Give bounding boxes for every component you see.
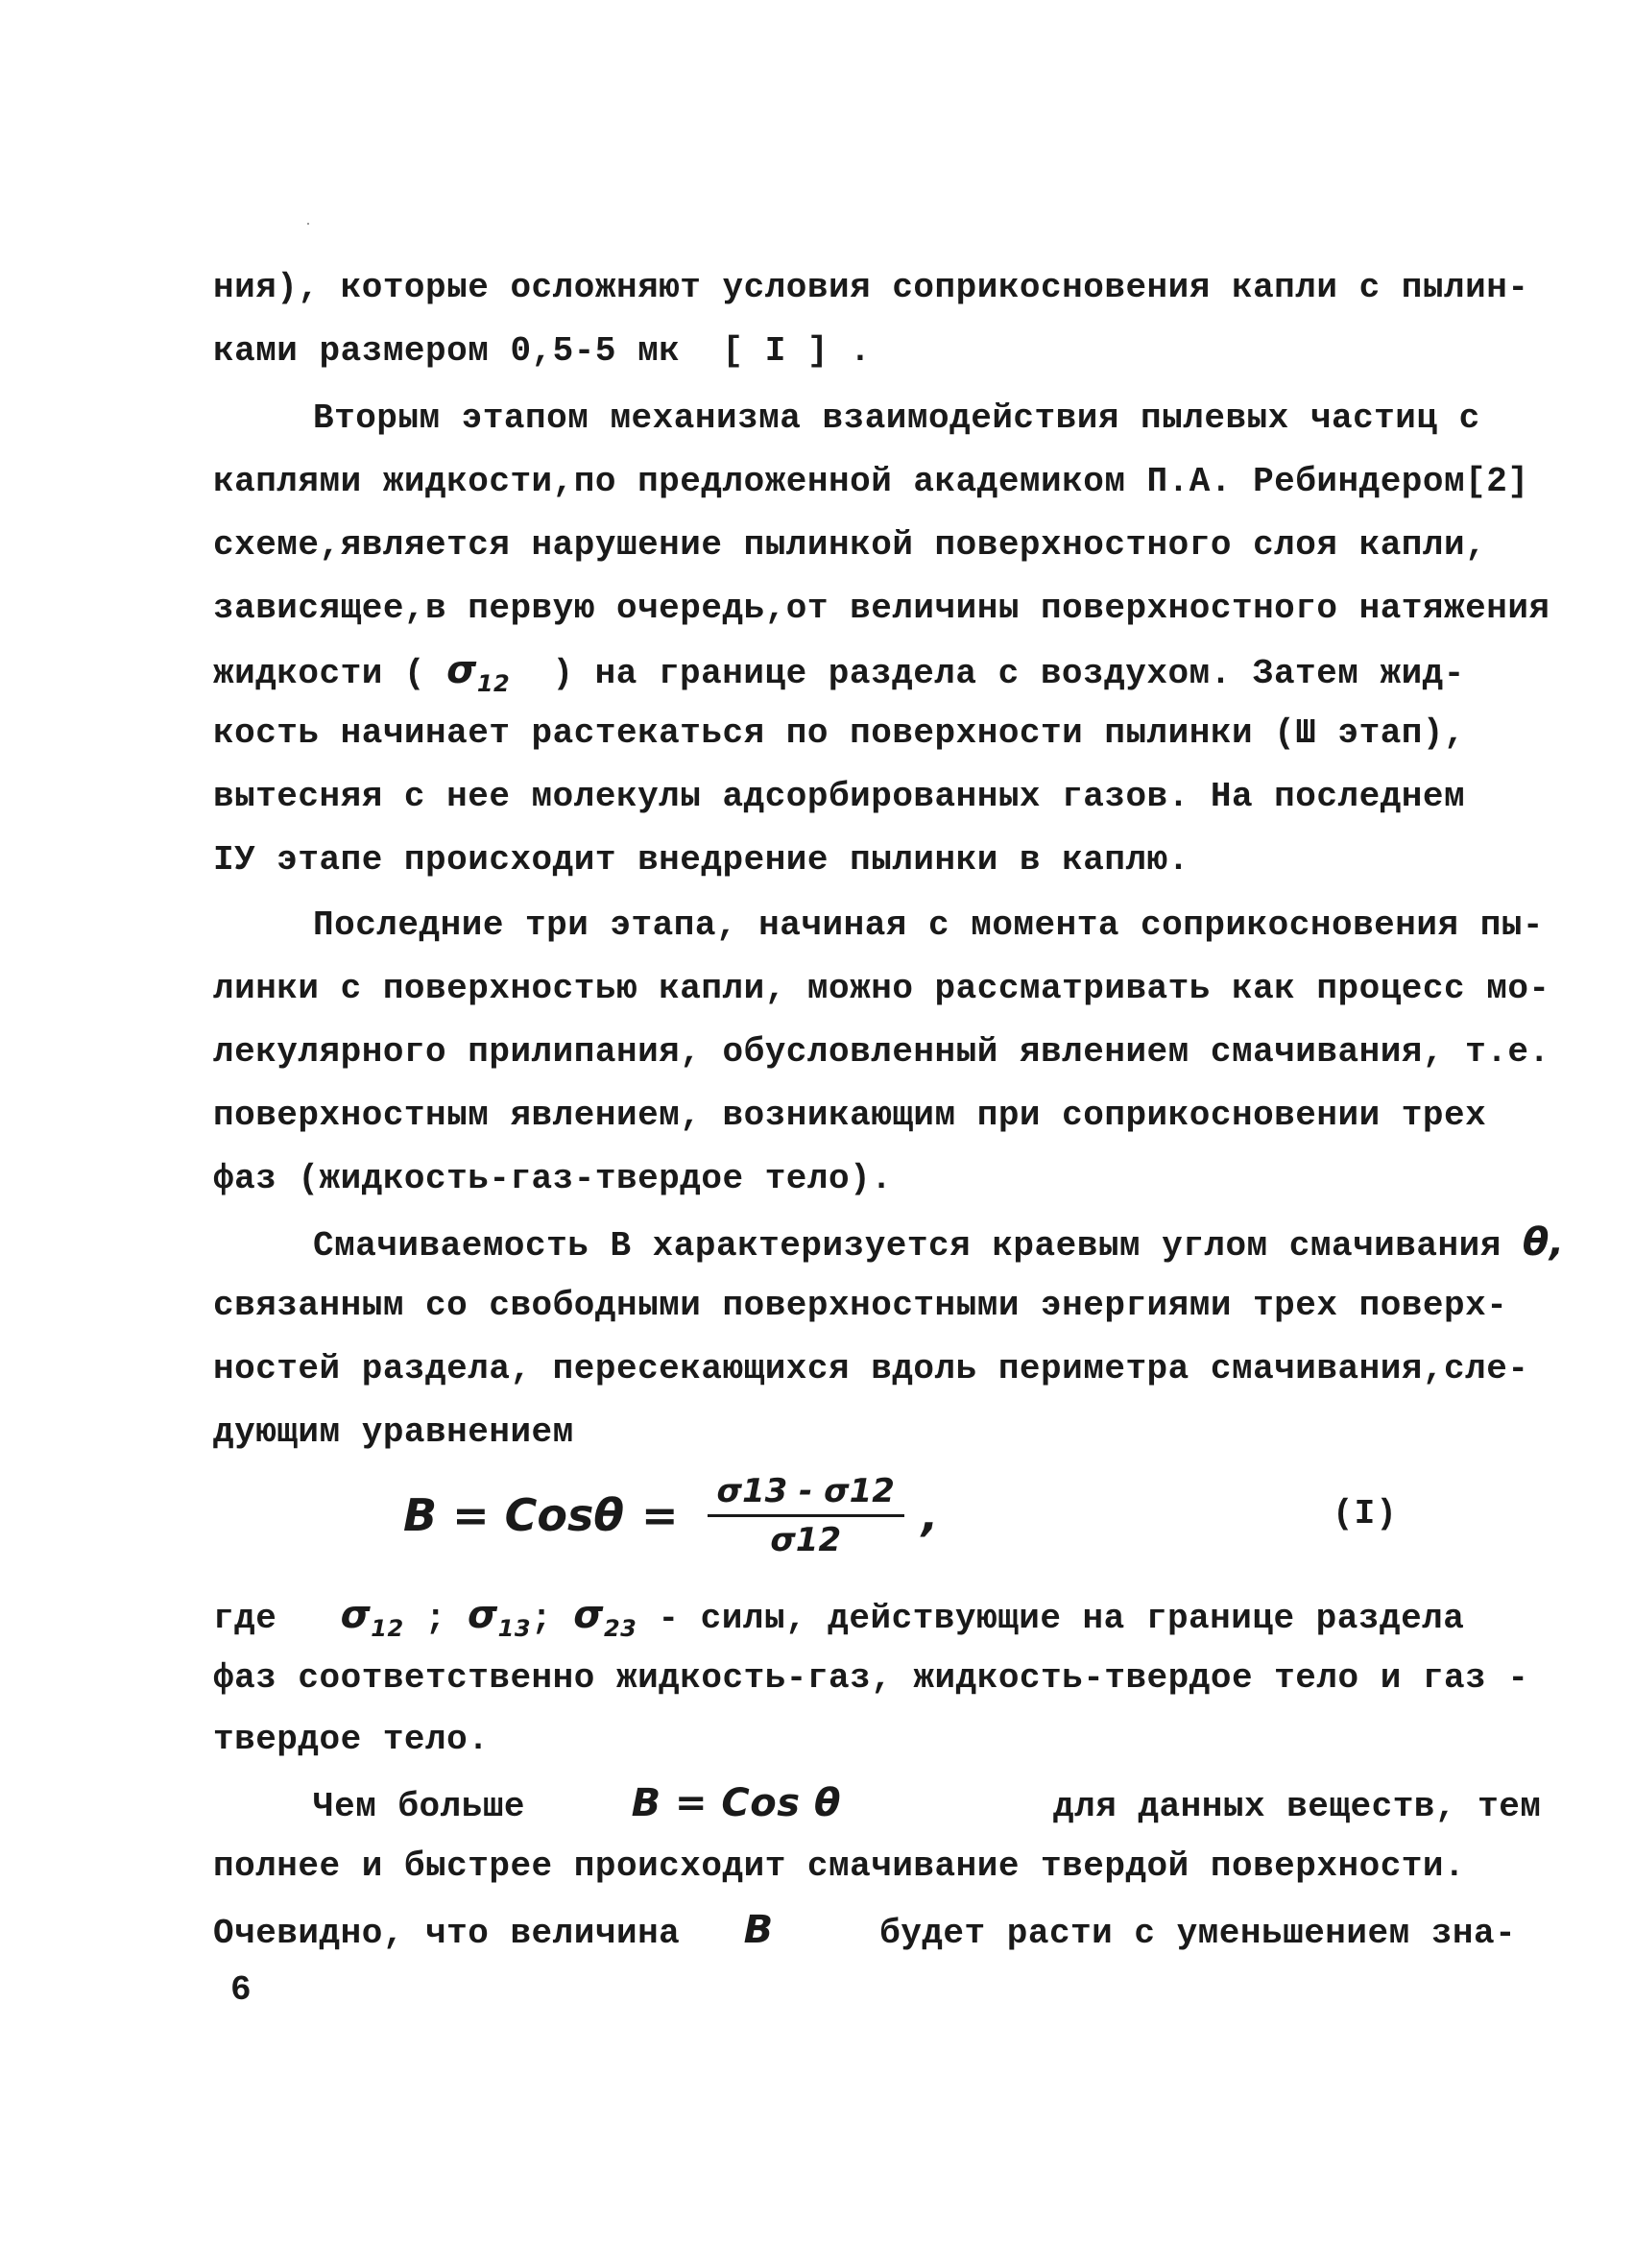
equation-fraction	[708, 1472, 904, 1559]
text-line: фаз соответственно жидкость-газ, жидкость-твердое тело и газ -	[213, 1658, 1529, 1698]
text-fragment: для данных веществ, тем	[1053, 1787, 1542, 1826]
equation-equals: =	[640, 1489, 679, 1541]
text-line-with-formula	[313, 1782, 1541, 1828]
equation-lhs: B = Cosθ	[403, 1489, 624, 1541]
equation-number: (I)	[1333, 1494, 1398, 1533]
text-line: поверхностным явлением, возникающим при соприкосновении трех	[213, 1096, 1487, 1135]
text-line: лекулярного прилипания, обусловленный явлением смачивания, т.е.	[213, 1032, 1550, 1072]
text-line: ния), которые осложняют условия соприкосновения капли с пылин-	[213, 268, 1529, 307]
text-fragment: где	[213, 1599, 277, 1638]
b-cos-theta-formula: B = Cos θ	[631, 1781, 841, 1825]
text-fragment: Смачиваемость В характеризуется краевым углом смачивания	[313, 1226, 1502, 1266]
text-line-with-formula	[213, 649, 1465, 705]
fraction-numerator: σ13 - σ12	[708, 1472, 904, 1517]
text-line: Последние три этапа, начиная с момента соприкосновения пы-	[313, 905, 1545, 945]
text-line: ностей раздела, пересекающихся вдоль периметра смачивания,сле-	[213, 1349, 1529, 1388]
text-fragment: Очевидно, что величина	[213, 1914, 681, 1953]
text-line: связанным со свободными поверхностными энергиями трех поверх-	[213, 1286, 1508, 1325]
b-symbol: B	[743, 1908, 774, 1952]
scan-speck	[307, 223, 309, 225]
text-line: IУ этапе происходит внедрение пылинки в каплю.	[213, 840, 1189, 880]
text-line: кость начинает растекаться по поверхности пылинки (Ш этап),	[213, 713, 1466, 753]
text-fragment: ) на границе раздела с воздухом. Затем жид-	[552, 654, 1465, 693]
theta-symbol: θ,	[1522, 1220, 1565, 1265]
text-line: схеме,является нарушение пылинкой поверхностного слоя капли,	[213, 525, 1487, 565]
sigma-23-symbol: $\sigma_{23}$	[573, 1593, 637, 1642]
fraction-denominator: σ12	[770, 1520, 842, 1559]
text-line: линки с поверхностью капли, можно рассматривать как процесс мо-	[213, 969, 1550, 1008]
text-line: вытесняя с нее молекулы адсорбированных газов. На последнем	[213, 777, 1466, 816]
page-number: 6	[230, 1970, 252, 2010]
text-fragment: будет расти с уменьшением зна-	[879, 1914, 1517, 1953]
equation-1	[403, 1467, 938, 1563]
text-fragment: - силы, действующие на границе раздела	[658, 1599, 1465, 1638]
text-fragment: жидкости (	[213, 654, 426, 693]
equation-comma: ,	[921, 1489, 939, 1541]
sigma-12-symbol: $\sigma_{12}$	[446, 648, 511, 697]
sigma-12-symbol: $\sigma_{12}$	[340, 1593, 404, 1642]
text-line: зависящее,в первую очередь,от величины поверхностного натяжения	[213, 589, 1550, 628]
text-line: каплями жидкости,по предложенной академиком П.А. Ребиндером[2]	[213, 462, 1529, 501]
text-fragment: Чем больше	[313, 1787, 526, 1826]
sigma-13-symbol: $\sigma_{13}$	[468, 1593, 532, 1642]
text-line: твердое тело.	[213, 1720, 490, 1759]
text-line: дующим уравнением	[213, 1412, 574, 1452]
text-line: полнее и быстрее происходит смачивание твердой поверхности.	[213, 1846, 1466, 1886]
text-line-with-theta	[313, 1221, 1565, 1267]
text-line: Вторым этапом механизма взаимодействия пылевых частиц с	[313, 398, 1480, 438]
text-line-with-sigmas: где $\sigma_{12}$ ; $\sigma_{13}$; $\sigma_{23}$ - силы, действующие на границе раздела	[213, 1593, 1465, 1642]
text-line-with-formula	[213, 1909, 1516, 1955]
text-line: фаз (жидкость-газ-твердое тело).	[213, 1159, 893, 1198]
text-line: ками размером 0,5-5 мк [ I ] .	[213, 331, 872, 371]
